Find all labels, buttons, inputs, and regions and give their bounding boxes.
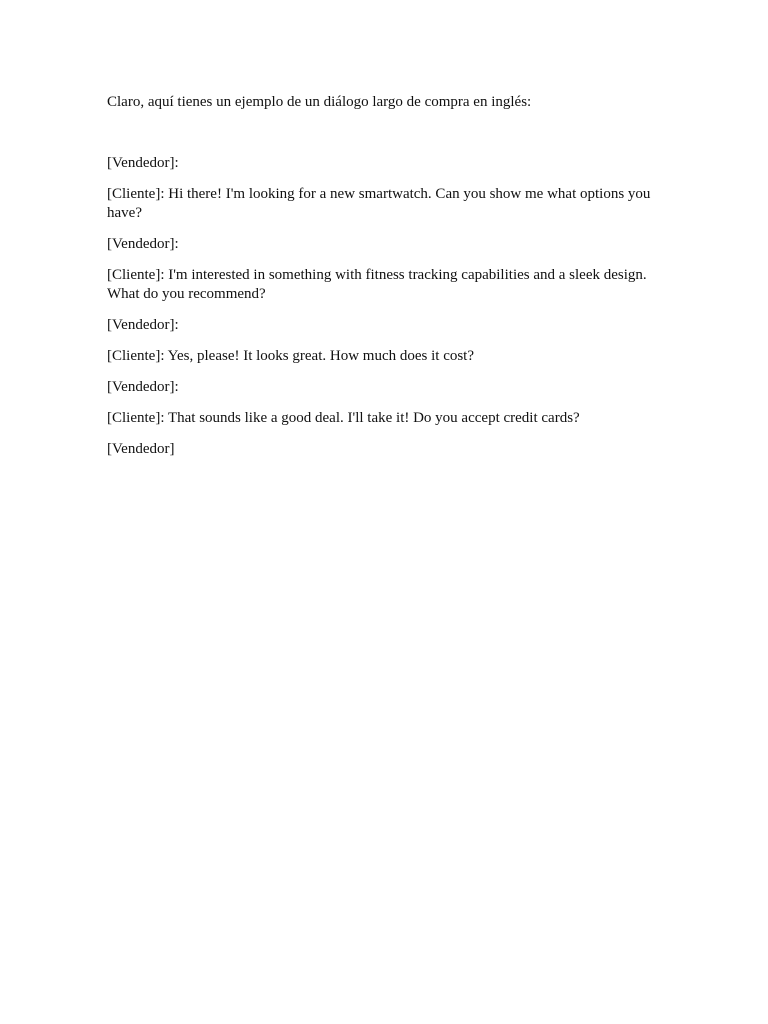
- dialogue: [107, 154, 663, 459]
- dialogue-line-cliente: [Cliente]: Yes, please! It looks great. How much does it cost?: [107, 348, 475, 364]
- intro-paragraph: Claro, aquí tienes un ejemplo de un diálogo largo de compra en inglés:: [107, 94, 532, 110]
- dialogue-line-cliente: [Cliente]: Hi there! I'm looking for a new smartwatch. Can you show me what options you have?: [107, 186, 651, 221]
- dialogue-line-vendedor: [Vendedor]:: [107, 317, 179, 333]
- dialogue-line-cliente: [Cliente]: That sounds like a good deal. I'll take it! Do you accept credit cards?: [107, 410, 580, 426]
- dialogue-line-cliente: [Cliente]: I'm interested in something with fitness tracking capabilities and a sleek design. What do you recommend?: [107, 267, 647, 302]
- dialogue-line-vendedor: [Vendedor]: [107, 441, 175, 457]
- document-body: [107, 93, 663, 471]
- dialogue-line-vendedor: [Vendedor]:: [107, 155, 179, 171]
- dialogue-line-vendedor: [Vendedor]:: [107, 379, 179, 395]
- dialogue-line-vendedor: [Vendedor]:: [107, 236, 179, 252]
